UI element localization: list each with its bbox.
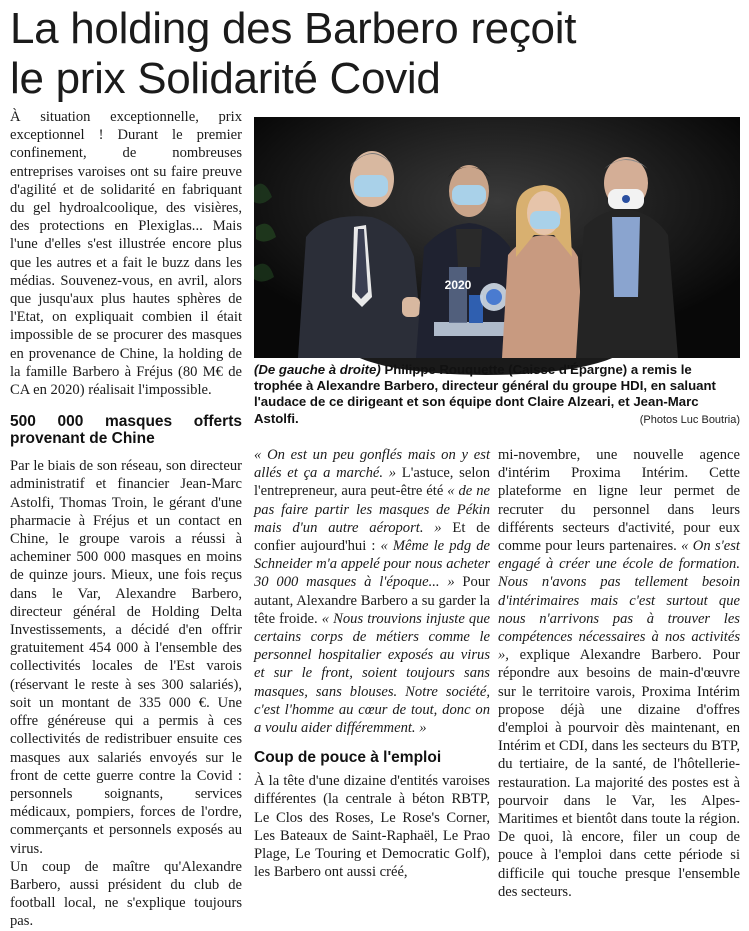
text-tete-froide: Pour autant, Alexandre Barbero a su garder la tête froide. [254,574,490,627]
paragraph-masques: Par le biais de son réseau, son directeur administratif et financier Jean-Marc Astolfi, Thomas Troin, le gérant d'une pharmacie à Fréjus et un contact en Chine, le groupe varois a réussi à acheminer 500 000 masques en moins de quinze jours. Mieux, une fois reçus dans le Var, Alexandre Barbero, directeur général de Holding Delta Investissements, a décidé d'en offrir gratuitement 454 000 à l'ensemble des collectivités locales de l'Est varois (réservant le reste à ses 300 salariés), soit un montant de 335 000 €. Une offre généreuse qui a permis à ces collectivités de redistribuer ensuite ces masques aux salariés envoyés sur le front de cette guerre contre la Covid : personnels soignants, services médicaux, pompiers, forces de l'ordre, commerçants et personnels exposés au virus. [10,458,242,857]
article-column-3 [498,446,740,901]
paragraph-quotes [254,446,490,737]
article-column-2 [254,446,490,881]
article-column-1 [10,108,242,931]
quote-injuste: « Nous trouvions injuste que certains corps de métiers comme le personnel hospitalier exposés au virus et sur le front, soient toujours sans masques, sans blouses. Notre société, c'est l'homme au cœur de tout, donc on a voulu aider différemment. » [254,610,490,737]
award-ceremony-illustration [254,117,740,358]
subhead-masques: 500 000 masques offerts provenant de Chine [10,413,242,448]
caption-text: Philippe Rouquette (Caisse d'Épargne) a remis le trophée à Alexandre Barbero, directeur général du groupe HDI, en saluant l'audace de ce dirigeant et son équipe dont Claire Alzeari, et Jean-Marc Astolfi. [254,362,716,426]
quote-schneider: « Même le pdg de Schneider m'a appelé pour nous acheter 30 000 masques à l'époque... » [254,538,490,591]
quote-ecole-formation: « On s'est engagé à créer une école de formation. Nous n'avons pas tellement besoin d'intérimaires mais c'est surtout que nous n'arrivons pas à trouver les compétences nécessaires à nos activités », [498,538,740,664]
intro-paragraph: À situation exceptionnelle, prix exceptionnel ! Durant le premier confinement, de nombreuses entreprises varoises ont su faire preuve d'agilité et de solidarité en fabriquant du gel hydroalcoolique, des visières, des protections en Plexiglas... Mais l'une d'elles s'est illustrée encore plus que les autres et a fait le buzz dans les médias. Souvenez-vous, en avril, alors que jusqu'aux plus hautes sphères de l'Etat, on expliquait combien il était impossible de se procurer des masques en provenance de Chine, la holding de la famille Barbero à Fréjus (80 M€ de CA en 2020) réalisait l'impossible. [10,109,242,399]
subhead-emploi: Coup de pouce à l'emploi [254,749,442,767]
headline-line-1: La holding des Barbero reçoit [10,4,577,53]
trophy-label: 2020 [444,278,472,292]
text-proxima: mi-novembre, une nouvelle agence d'intérim Proxima Intérim. Cette plateforme en ligne leur permet de recruter du personnel dans leurs différents secteurs d'activité, pour eux comme pour leurs partenaires. [498,447,740,555]
text-confier: Et de confier aujourd'hui : [254,519,490,555]
quote-pekin: « de ne pas faire partir les masques de Pékin mais d'un autre aéroport. » [254,483,490,536]
quote-gonfles: « On est un peu gonflés mais on y est allés et ça a marché. » [254,447,490,482]
paragraph-proxima [498,446,740,901]
text-astuce: L'astuce, selon l'entrepreneur, aura peut-être été [254,465,490,500]
headline-line-2: le prix Solidarité Covid [10,54,441,103]
article-headline [10,4,740,104]
caption-lead: (De gauche à droite) [254,362,381,377]
article-photo [254,117,740,358]
paragraph-coup-de-maitre: Un coup de maître qu'Alexandre Barbero, aussi président du club de football local, ne s'explique toujours pas. [10,858,242,930]
paragraph-entites: À la tête d'une dizaine d'entités varoises différentes (la centrale à béton RBTP, Le Clos des Roses, Le Rose's Corner, Les Bateaux de Saint-Raphaël, Le Prao Plage, Le Touring et Democratic Golf), les Barbero ont aussi créé, [254,773,490,881]
photo-credit: (Photos Luc Boutria) [639,414,740,426]
text-offres-emploi: explique Alexandre Barbero. Pour répondre aux besoins de main-d'œuvre sur le territoire varois, Proxima Intérim propose déjà une dizaine d'offres d'emploi à pourvoir dès maintenant, en Intérim et CDI, dans les secteurs du BTP, du tertiaire, de la santé, de l'hôtellerie-restauration. La majorité des postes est à pourvoir dans le Var, les Alpes-Maritimes et bientôt dans toute la région. De quoi, là encore, filer un coup de pouce à l'emploi dans cette période si difficile qui touche presque l'ensemble des secteurs. [498,647,740,900]
